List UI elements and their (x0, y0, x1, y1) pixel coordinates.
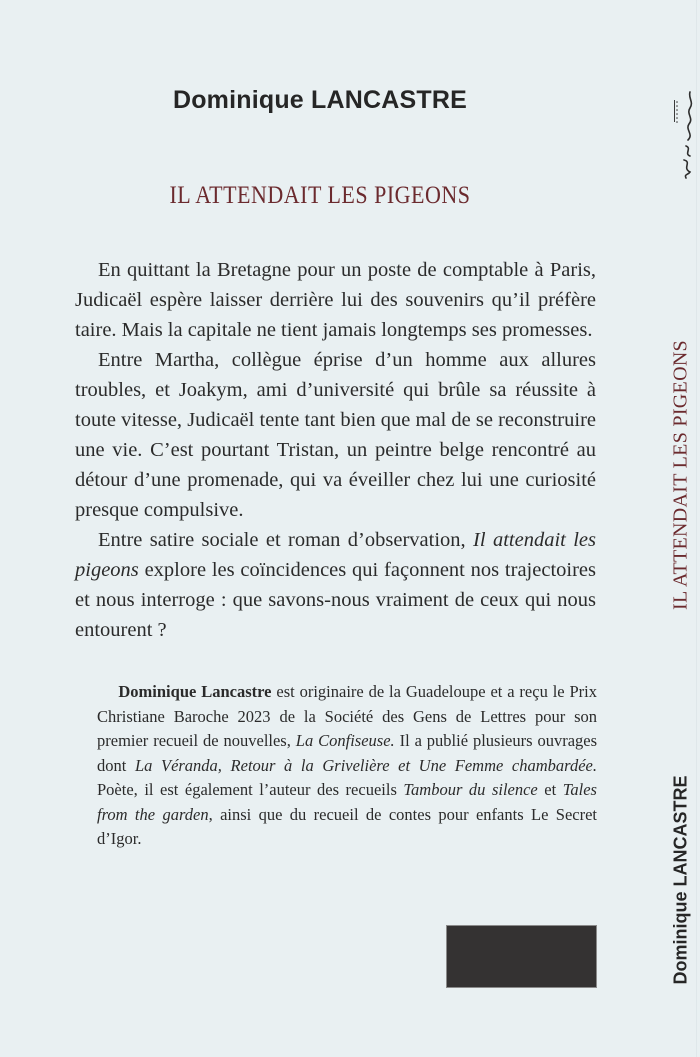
spine-title: IL ATTENDAIT LES PIGEONS (669, 340, 692, 610)
synopsis-p3-start: Entre satire sociale et roman d’observation, (98, 529, 474, 551)
synopsis-paragraph-2: Entre Martha, collègue éprise d’un homme aux allures troubles, et Joakym, ami d’université qui brûle sa réussite à toute vitesse, Judicaël tente tant bien que mal de se reconstruire une vie. C’est pourtant Tristan, un peintre belge rencontré au détour d’une promenade, qui va éveiller chez lui une curiosité presque compulsive. (75, 349, 596, 521)
author-bio-text (97, 680, 597, 852)
bio-work-4: Tales from the garden (97, 780, 597, 824)
bio-text-5: , ainsi que du recueil de contes pour enfants Le Secret d’Igor. (97, 804, 597, 848)
author-name: Dominique LANCASTRE (172, 86, 468, 114)
synopsis (75, 255, 596, 645)
synopsis-p3-title: Il attendait les pigeons (75, 529, 596, 581)
author-bio (97, 680, 597, 852)
bio-text-2: Il a publié plusieurs ouvrages dont (97, 731, 598, 775)
publisher-logo-icon (664, 88, 700, 180)
synopsis-paragraph-3 (75, 525, 596, 645)
bio-author-name: Dominique Lancastre (118, 682, 272, 701)
synopsis-p3-end: explore les coïncidences qui façonnent nos trajectoires et nous interroge : que savons-nous vraiment de ceux qui nous entourent ? (75, 559, 596, 641)
bio-text-3: Poète, il est également l’auteur des recueils (97, 780, 404, 799)
spine-author: Dominique LANCASTRE (670, 775, 691, 985)
bio-text-1: est originaire de la Guadeloupe et a reçu le Prix Christiane Baroche 2023 de la Société des Gens de Lettres pour son premier recueil de nouvelles, (97, 682, 598, 750)
bio-text-4: et (537, 780, 563, 799)
bio-work-2: La Véranda, Retour à la Grivelière et Une Femme chambardée. (134, 755, 597, 775)
bio-work-1: La Confiseuse. (295, 731, 395, 750)
book-title: IL ATTENDAIT LES PIGEONS (169, 180, 471, 209)
bio-work-3: Tambour du silence (403, 780, 538, 799)
synopsis-paragraph-1: En quittant la Bretagne pour un poste de comptable à Paris, Judicaël espère laisser derrière lui des souvenirs qu’il préfère taire. Mais la capitale ne tient jamais longtemps ses promesses. (75, 259, 596, 341)
barcode-placeholder (446, 925, 597, 988)
